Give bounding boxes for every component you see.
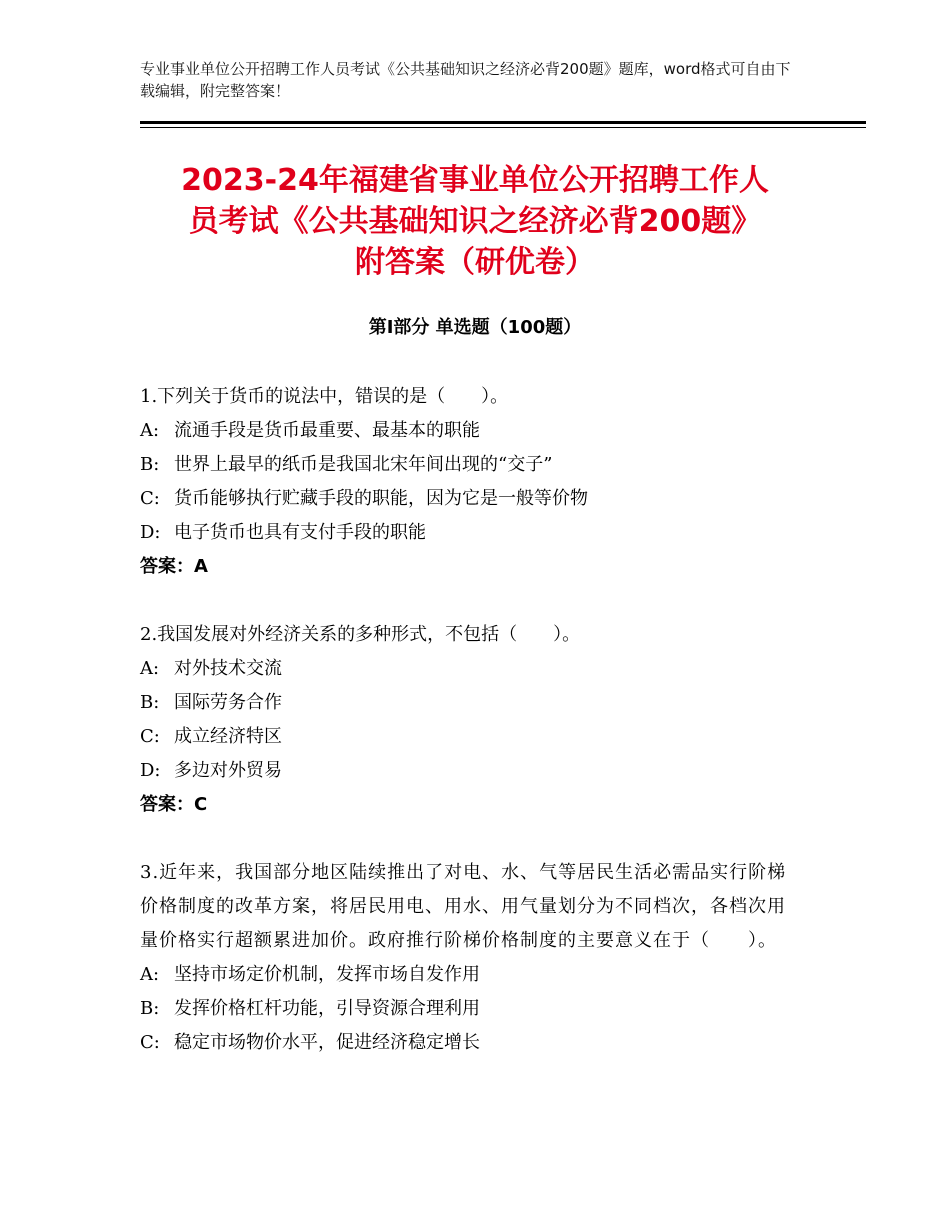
header-rule-thick — [140, 121, 866, 124]
option-b — [140, 448, 800, 482]
option-letter: C: — [140, 726, 160, 747]
section-title: 第Ⅰ部分 单选题（100题） — [368, 317, 582, 338]
title-line-3: 附答案（研优卷） — [355, 245, 595, 280]
option-letter: A: — [140, 964, 160, 985]
question-stem: 1.下列关于货币的说法中，错误的是（ ）。 — [140, 386, 509, 407]
title-line-1: 2023-24年福建省事业单位公开招聘工作人 — [181, 163, 769, 198]
option-letter: A: — [140, 658, 160, 679]
option-text: 发挥价格杠杆功能，引导资源合理利用 — [174, 998, 480, 1019]
question-3 — [140, 856, 800, 1060]
option-a — [140, 414, 800, 448]
option-letter: B: — [140, 998, 160, 1019]
option-text: 货币能够执行贮藏手段的职能，因为它是一般等价物 — [174, 488, 588, 509]
option-letter: D: — [140, 760, 161, 781]
option-c — [140, 482, 800, 516]
option-text: 多边对外贸易 — [174, 760, 282, 781]
option-d — [140, 516, 800, 550]
option-text: 电子货币也具有支付手段的职能 — [174, 522, 426, 543]
answer-label: 答案：C — [140, 794, 208, 815]
option-text: 流通手段是货币最重要、最基本的职能 — [174, 420, 480, 441]
option-letter: C: — [140, 1032, 160, 1053]
question-1 — [140, 380, 800, 584]
question-stem: 3.近年来，我国部分地区陆续推出了对电、水、气等居民生活必需品实行阶梯价格制度的改革方案，将居民用电、用水、用气量划分为不同档次，各档次用量价格实行超额累进加价。政府推行阶梯价格制度的主要意义在于（ ）。 — [140, 862, 787, 951]
header-rule-thin — [140, 127, 866, 128]
question-stem: 2.我国发展对外经济关系的多种形式，不包括（ ）。 — [140, 624, 581, 645]
option-c — [140, 1026, 800, 1060]
title-line-2: 员考试《公共基础知识之经济必背200题》 — [188, 204, 762, 239]
answer-label: 答案：A — [140, 556, 208, 577]
option-a — [140, 652, 800, 686]
option-text: 坚持市场定价机制，发挥市场自发作用 — [174, 964, 480, 985]
option-letter: C: — [140, 488, 160, 509]
option-a — [140, 958, 800, 992]
option-letter: B: — [140, 692, 160, 713]
option-d — [140, 754, 800, 788]
option-b — [140, 992, 800, 1026]
question-2 — [140, 618, 800, 822]
option-text: 成立经济特区 — [174, 726, 282, 747]
document-title — [120, 160, 830, 283]
header-note: 专业事业单位公开招聘工作人员考试《公共基础知识之经济必背200题》题库，word格式可自由下载编辑，附完整答案！ — [140, 60, 791, 100]
option-letter: B: — [140, 454, 160, 475]
option-c — [140, 720, 800, 754]
option-text: 世界上最早的纸币是我国北宋年间出现的“交子” — [174, 454, 553, 475]
option-text: 对外技术交流 — [174, 658, 282, 679]
option-b — [140, 686, 800, 720]
option-text: 国际劳务合作 — [174, 692, 282, 713]
option-text: 稳定市场物价水平，促进经济稳定增长 — [174, 1032, 480, 1053]
option-letter: D: — [140, 522, 161, 543]
option-letter: A: — [140, 420, 160, 441]
